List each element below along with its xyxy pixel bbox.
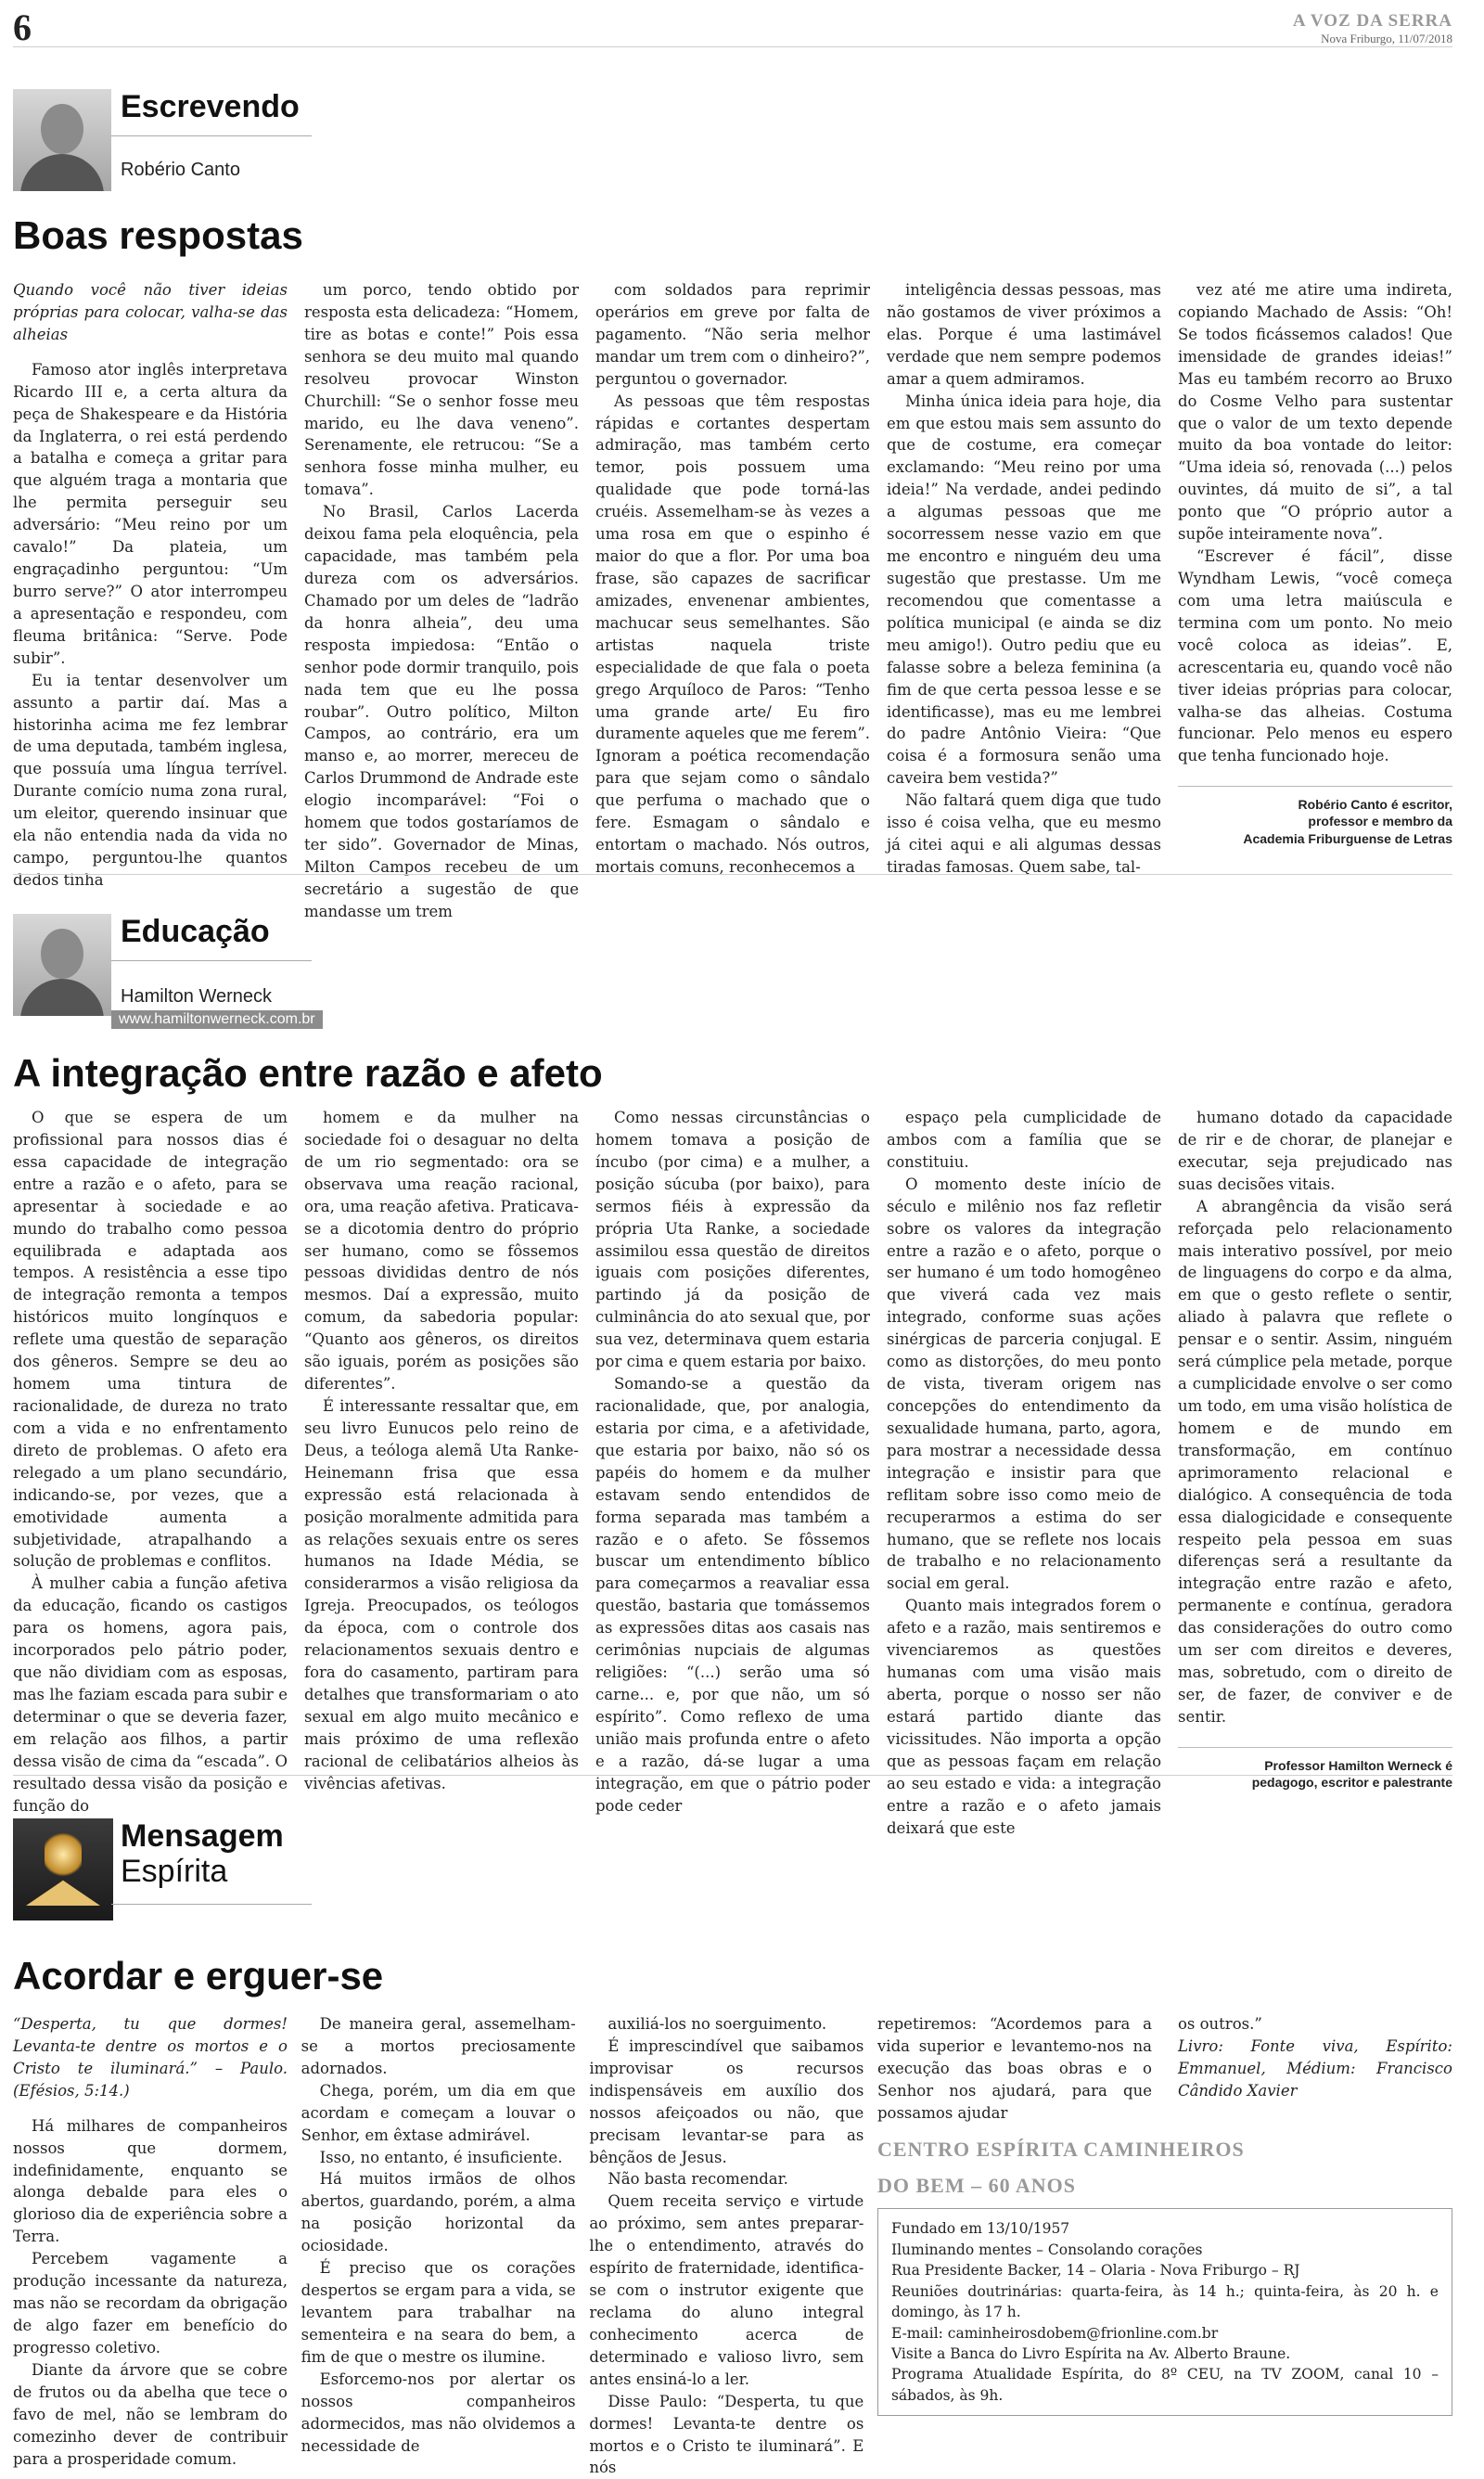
author-website[interactable]: www.hamiltonwerneck.com.br [111,1010,323,1029]
paragraph: um porco, tendo obtido por resposta esta delicadeza: “Homem, tire as botas e conte!” Pois essa senhora se deu muito mal quando resolveu provocar Winston Churchill: “Se o senhor fosse meu marido, eu lhe dava veneno”. Serenamente, ele retrucou: “Se a senhora fosse minha mulher, eu tomava”. [304,281,579,499]
center-info-line: Programa Atualidade Espírita, do 8º CEU, na TV ZOOM, canal 10 – sábados, às 9h. [890,2366,1439,2404]
center-info-line: Visite a Banca do Livro Espírita na Av. Alberto Braune. [890,2345,1291,2363]
paragraph: O que se espera de um profissional para nossos dias é essa capacidade de integração entre a razão e o afeto, para se apresentar à sociedade e ao mundo do trabalho como pessoa equilibrada e adaptada aos tempos. A resistência a esse tipo de integração remonta a tempos históricos muito longínquos e reflete uma questão de separação dos gêneros. Sempre se deu ao homem uma tintura de racionalidade, de dureza no trato com a vida e no enfrentamento direto de problemas. O afeto era relegado a um plano secundário, indicando-se, por vezes, que a emotividade aumenta a subjetividade, atrapalhando a solução de problemas e conflitos. [13,1109,288,1571]
paragraph: vez até me atire uma indireta, copiando Machado de Assis: “Oh! Se todos ficássemos calados! Que imensidade de grandes ideias!” Mas eu também recorro ao Bruxo do Cosme Velho para sustentar que o valor de um texto depende muito da boa vontade do leitor: “Uma ideia só, renovada (...) pelos ouvintes, dá muito de si”, a tal ponto que “O próprio autor a supõe inteiramente nova”. [1178,281,1452,544]
paragraph: Como nessas circunstâncias o homem tomava a posição de íncubo (por cima) e a mulher, a posição súcuba (por baixo), para sermos fiéis à expressão da própria Uta Ranke, a sociedade assimilou essa questão de direitos iguais com posições diferentes, partindo já da posição de culminância do ato sexual que, por sua vez, determinava quem estaria por cima e quem estaria por baixo. [595,1109,870,1371]
title-rule [111,960,312,961]
article-column [595,1107,870,1839]
paragraph: Disse Paulo: “Desperta, tu que dormes! Levanta-te dentre os mortos e o Cristo te iluminará”. E nós [589,2392,864,2477]
article-body [13,1107,1452,1839]
paragraph: À mulher cabia a função afetiva da educação, ficando os castigos para os homens, agora pais, incorporados pelo pátrio poder, que não dividiam com as esposas, mas lhe faziam escada para subir e determinar o que se deveria fazer, em relação aos filhos, a partir dessa visão de cima da “escada”. O resultado dessa visão da posição e função do [13,1574,288,1815]
article-body [13,279,1452,923]
paragraph: Isso, no entanto, é insuficiente. [319,2148,563,2166]
paragraph: Famoso ator inglês interpretava Ricardo III e, a certa altura da peça de Shakespeare e da História da Inglaterra, o rei está perdendo a batalha e começa a gritar para que alguém traga a montaria que lhe permita perseguir seu adversário: “Meu reino por um cavalo!” Da plateia, um engraçadinho perguntou: “Um burro serve?” O ator interrompeu a apresentação e respondeu, com fleuma britânica: “Serve. Pode subir”. [13,360,288,667]
headline: Acordar e erguer-se [13,1954,384,1997]
paragraph: Diante da árvore que se cobre de frutos ou da abelha que tece o favo de mel, não se lembram do comezinho dever de contribuir para a prosperidade comum. [13,2360,288,2468]
paragraph: humano dotado da capacidade de rir e de chorar, de planejar e executar, seja prejudicado nas suas decisões vitais. [1178,1109,1452,1193]
title-rule [111,1904,312,1905]
open-book-icon [13,1818,113,1920]
lead-text: Quando você não tiver ideias próprias para colocar, valha-se das alheias [13,281,288,343]
article-column [589,2013,864,2479]
paragraph: No Brasil, Carlos Lacerda deixou fama pela eloquência, pela capacidade, mas também pela dureza com os adversários. Chamado por um deles de “ladrão da honra alheia”, deu uma resposta impiedosa: “Então o senhor pode dormir tranquilo, pois nada tem que eu lhe possa roubar”. Outro político, Milton Campos, ao contrário, era um manso e, ao morrer, mereceu de Carlos Drummond de Andrade este elogio incomparável: “Foi o homem que todos gostaríamos de ter sido”. Governador de Minas, Milton Campos recebeu de um secretário a sugestão de que mandasse um trem [304,503,579,920]
author-name: Hamilton Werneck [121,986,273,1007]
page-number: 6 [13,6,32,48]
paragraph: A abrangência da visão será reforçada pelo relacionamento mais interativo possível, por meio de linguagens do corpo e da alma, em que o gesto reflete o sentir, aliado à palavra que reflete o pensar e o sentir. Assim, ninguém será cúmplice pela metade, porque a cumplicidade envolve o ser como um todo, em uma visão holística de homem e de mundo em transformação, em contínuo aprimoramento relacional e dialógico. A consequência de toda essa dialogicidade e consequente respeito pela pessoa em suas diferenças será a resultante da integração entre razão e afeto, permanente e contínua, geradora das considerações do outro como um ser com direitos e deveres, mas, sobretudo, com o direito de ser, de fazer, de conviver e de sentir. [1178,1197,1452,1726]
article-column [887,1107,1161,1839]
paragraph: De maneira geral, assemelham-se a mortos preciosamente adornados. [301,2015,576,2077]
section-divider [13,1775,1452,1776]
paragraph: Há milhares de companheiros nossos que dormem, indefinidamente, enquanto se alonga debalde para eles o glorioso dia de experiência sobre a Terra. [13,2116,288,2246]
center-info-line: Reuniões doutrinárias: quarta-feira, às 14 h.; quinta-feira, às 20 h. e domingo, às 17 h. [890,2282,1439,2321]
column-title: Educação [121,914,270,949]
center-info-box [877,2208,1452,2416]
author-bio: Professor Hamilton Werneck é pedagogo, escritor e palestrante [1178,1747,1452,1791]
article-column [13,2013,288,2479]
author-bio: Robério Canto é escritor, professor e membro da Academia Friburguense de Letras [1178,786,1452,847]
headline: Boas respostas [13,213,303,257]
article-column [1178,279,1452,923]
paragraph: O momento deste início de século e milênio nos faz refletir sobre os valores da integração entre a razão e o afeto, porque o ser humano é um todo homogêneo que viverá cada vez mais integrado, conforme suas ações sinérgicas de parceria conjugal. E como as distorções, do meu ponto de vista, tiveram origem nas concepções do entendimento da sexualidade humana, parto, agora, para mostrar a necessidade dessa integração e insistir para que reflitam sobre isso como meio de recuperarmos a estima do ser humano, que se reflete nos locais de trabalho e no relacionamento social em geral. [887,1175,1161,1593]
paragraph: espaço pela cumplicidade de ambos com a família que se constituiu. [887,1109,1161,1171]
center-info-line: Rua Presidente Backer, 14 – Olaria - Nova Friburgo – RJ [890,2262,1300,2280]
paragraph: É imprescindível que saibamos improvisar os recursos indispensáveis em auxílio dos nossos afeiçoados ou não, que precisam levantar-se para as bênçãos de Jesus. [589,2036,864,2166]
center-title-line-2: DO BEM – 60 ANOS [876,2173,1076,2197]
epigraph: “Desperta, tu que dormes! Levanta-te dentre os mortos e o Cristo te iluminará.” – Paulo. (Efésios, 5:14.) [13,2015,288,2100]
article-column [13,1107,288,1839]
paragraph: Esforcemo-nos por alertar os nossos companheiros adormecidos, mas não olvidemos a necessidade de [301,2370,576,2455]
edition-date: Nova Friburgo, 11/07/2018 [1321,32,1452,45]
paragraph: É preciso que os corações despertos se ergam para a vida, se levantem para trabalhar na sementeira e na seara do bem, a fim de que o mestre os ilumine. [301,2259,576,2366]
article-column [1178,1107,1452,1839]
center-info-line: Iluminando mentes – Consolando corações [890,2241,1203,2258]
paragraph: os outros.” [1177,2015,1262,2033]
paragraph: Percebem vagamente a produção incessante da natureza, mas não se recordam da obrigação de algo fazer em benefício do progresso coletivo. [13,2250,288,2357]
author-name: Robério Canto [121,160,240,180]
article-column [595,279,870,923]
paragraph: inteligência dessas pessoas, mas não gostamos de viver próximos a elas. Porque é uma lastimável verdade que nem sempre podemos amar a quem admiramos. [887,281,1161,388]
paragraph: Há muitos irmãos de olhos abertos, guardando, porém, a alma na posição horizontal da ociosidade. [301,2170,576,2255]
paragraph: homem e da mulher na sociedade foi o desaguar no delta de um rio segmentado: ora se observava uma reação racional, ora, uma reação afetiva. Praticava-se a dicotomia dentro do próprio ser humano, como se fôssemos pessoas divididas dentro de nós mesmos. Daí a expressão, muito comum, da sabedoria popular: “Quanto aos gêneros, os direitos são iguais, porém as posições são diferentes”. [304,1109,579,1394]
section-divider [13,874,1452,875]
article-column [301,2013,576,2479]
author-photo [13,89,111,191]
article-column [887,279,1161,923]
newspaper-name: A VOZ DA SERRA [1292,11,1452,31]
paragraph: Somando-se a questão da racionalidade, que, por analogia, estaria por cima, e a afetividade, que estaria por baixo, não só os papéis do homem e da mulher estavam sendo entendidos de forma separada mas também a razão e o afeto. Se fôssemos buscar um entendimento bíblico para começarmos a reavaliar essa questão, bastaria que tomássemos as expressões ditas aos casais nas cerimônias nupciais de algumas religiões: “(...) serão uma só carne... e, por que não, um só espírito”. Como reflexo de uma união mais profunda entre o afeto e a razão, dá-se lugar a uma integração, em que o pátrio poder pode ceder [595,1375,870,1815]
paragraph: Quem receita serviço e virtude ao próximo, sem antes preparar-lhe o entendimento, através do espírito de fraternidade, identifica-se com o instrutor exigente que reclama do aluno integral conhecimento acerca de determinado e valioso livro, sem antes ensiná-lo a ler. [589,2192,864,2388]
top-rule [13,46,1452,47]
paragraph: Não faltará quem diga que tudo isso é coisa velha, que eu mesmo já citei aqui e ali algumas dessas tiradas famosas. Quem sabe, tal- [887,791,1161,876]
paragraph: As pessoas que têm respostas rápidas e cortantes despertam admiração, mas também certo temor, pois possuem uma qualidade que pode torná-las cruéis. Assemelham-se às vezes a uma rosa em que o espinho é maior do que a flor. Por uma boa frase, são capazes de sacrificar amizades, envenenar ambientes, machucar seus semelhantes. São artistas naquela triste especialidade de que fala o poeta grego Arquíloco de Paros: “Tenho uma grande arte/ Eu firo duramente aqueles que me ferem”. Ignoram a poética recomendação para que sejam como o sândalo que perfuma o machado que o fere. Esmagam o sândalo e entortam o machado. Nós outros, mortais comuns, reconhecemos a [595,392,870,876]
paragraph: Eu ia tentar desenvolver um assunto a partir daí. Mas a historinha acima me fez lembrar de uma deputada, também inglesa, que possuía uma língua terrível. Durante comício numa zona rural, um eleitor, querendo insinuar que ela não entendia nada da vida no campo, perguntou-lhe quantos dedos tinha [13,671,288,889]
center-email[interactable]: E-mail: caminheirosdobem@frionline.com.br [890,2324,1219,2342]
book-credit: Livro: Fonte viva, Espírito: Emmanuel, Médium: Francisco Cândido Xavier [1177,2036,1452,2100]
paragraph: auxiliá-los no soerguimento. [608,2015,827,2033]
title-rule [111,135,312,136]
article-column [304,279,579,923]
paragraph: “Escrever é fácil”, disse Wyndham Lewis, “você começa com uma letra maiúscula e termina com um ponto. No meio você coloca as ideias”. E, acrescentaria eu, quando você não tiver ideias próprias para colocar, valha-se das alheias. Costuma funcionar. Pelo menos eu espero que tenha funcionado hoje. [1178,547,1452,765]
column-title: Escrevendo [121,89,300,124]
author-photo [13,914,111,1016]
masthead [1293,11,1452,46]
paragraph: Chega, porém, um dia em que acordam e começam a louvar o Senhor, em êxtase admirável. [301,2081,576,2144]
paragraph: com soldados para reprimir operários em greve por falta de pagamento. “Não seria melhor mandar um trem com o dinheiro?”, perguntou o governador. [595,281,870,388]
column-title-line-1: Mensagem [121,1818,284,1854]
paragraph: Quanto mais integrados forem o afeto e a razão, mais sentiremos e vivenciaremos as questões humanas com uma visão mais aberta, porque o nosso ser não estará partido diante das vicissitudes. Não importa a opção que as pessoas façam em relação ao seu estado e vida: a integração entre a razão e o afeto jamais deixará que este [887,1597,1161,1837]
center-info-line: Fundado em 13/10/1957 [890,2220,1070,2238]
center-title-line-1: CENTRO ESPÍRITA CAMINHEIROS [876,2137,1245,2161]
article-column [13,279,288,923]
article-column [304,1107,579,1839]
paragraph: É interessante ressaltar que, em seu livro Eunucos pelo reino de Deus, a teóloga alemã Uta Ranke-Heinemann frisa que essa expressão está relacionada à posição moralmente admitida para as relações sexuais entre os seres humanos na Idade Média, se considerarmos a visão religiosa da Igreja. Preocupados, os teólogos da época, com o controle dos relacionamentos sexuais dentro e fora do casamento, partiram para detalhes que transformariam o ato sexual em algo muito mecânico e mais próximo de uma reflexão racional de celibatários alheios às vivências afetivas. [304,1396,579,1792]
paragraph: Minha única ideia para hoje, dia em que estou mais sem assunto do que de costume, era começar exclamando: “Meu reino por uma ideia!” Na verdade, andei pedindo a algumas pessoas que me socorressem nesse vazio em que me encontro e ninguém deu uma sugestão que prestasse. Um me recomendou que comentasse a política municipal (e ainda se diz meu amigo!). Outro pediu que eu falasse sobre a beleza feminina (a fim de que certa pessoa lesse e se identificasse), mas eu me lembrei do padre Antônio Vieira: “Que coisa é a formosura senão uma caveira bem vestida?” [887,392,1161,788]
paragraph: Não basta recomendar. [608,2170,788,2189]
center-info [877,2138,1452,2417]
column-mensagem-espirita [13,1818,1452,2477]
article-column [877,2013,1452,2479]
column-title-line-2: Espírita [121,1854,228,1889]
headline: A integração entre razão e afeto [13,1051,603,1095]
column-escrevendo [13,89,1452,920]
paragraph: repetiremos: “Acordemos para a vida superior e levantemo-nos na execução das boas obras e o Senhor nos ajudará, para que possamos ajudar [876,2015,1152,2122]
article-body [13,2013,1452,2479]
